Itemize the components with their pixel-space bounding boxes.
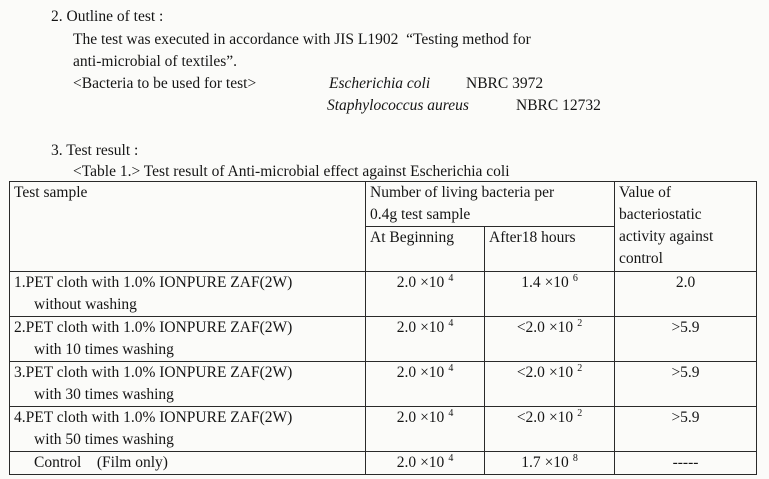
after-mantissa: <2.0: [516, 319, 545, 336]
times-ten: ×10: [548, 409, 574, 426]
after-exponent: 2: [577, 408, 583, 419]
bacteriostatic-value: >5.9: [615, 362, 757, 407]
bacteria-label: <Bacteria to be used for test>: [73, 75, 257, 92]
sample-cell: [10, 317, 366, 362]
header-living-bacteria: [366, 182, 615, 227]
bacteria-2-name: Staphylococcus aureus: [327, 97, 469, 114]
header-after-18-hours: After18 hours: [485, 227, 615, 272]
header-at-beginning: At Beginning: [366, 227, 485, 272]
table-caption: <Table 1.> Test result of Anti-microbial effect against Escherichia coli: [73, 163, 510, 180]
after-mantissa: 1.7: [521, 454, 541, 471]
header-value-line-4: control: [619, 250, 663, 267]
bacteriostatic-value: >5.9: [615, 317, 757, 362]
bacteria-1-code: NBRC 3972: [466, 75, 544, 92]
beginning-exponent: 4: [448, 273, 454, 284]
after-mantissa: <2.0: [516, 409, 545, 426]
after-mantissa: 1.4: [521, 274, 541, 291]
sample-line-2: with 30 times washing: [34, 386, 174, 403]
after-exponent: 6: [572, 273, 578, 284]
beginning-mantissa: 2.0: [396, 454, 417, 471]
table-row: [10, 272, 757, 317]
after-exponent: 2: [577, 363, 583, 374]
beginning-exponent: 4: [448, 318, 454, 329]
beginning-exponent: 4: [448, 408, 454, 419]
bacteriostatic-value: >5.9: [615, 407, 757, 452]
times-ten: ×10: [544, 274, 569, 291]
bacteria-2-code: NBRC 12732: [516, 97, 601, 114]
header-value-line-2: bacteriostatic: [619, 206, 702, 223]
beginning-mantissa: 2.0: [396, 274, 417, 291]
after-count: [485, 272, 615, 317]
times-ten: ×10: [420, 274, 445, 291]
sample-line-2: with 10 times washing: [34, 341, 174, 358]
section-2-text-line-1: The test was executed in accordance with JIS L1902 “Testing method for: [73, 31, 531, 48]
after-exponent: 2: [577, 318, 583, 329]
times-ten: ×10: [548, 364, 574, 381]
after-exponent: 8: [572, 453, 578, 464]
section-3-heading: 3. Test result :: [51, 142, 139, 159]
control-row: [10, 452, 757, 475]
sample-cell: [10, 272, 366, 317]
header-living-line-1: Number of living bacteria per: [370, 184, 555, 201]
control-value: -----: [615, 452, 757, 475]
control-label-text: Control (Film only): [34, 454, 168, 471]
sample-line-2: with 50 times washing: [34, 431, 174, 448]
header-value-line-1: Value of: [619, 184, 672, 201]
after-count: [485, 362, 615, 407]
times-ten: ×10: [544, 454, 569, 471]
header-living-line-2: 0.4g test sample: [370, 206, 471, 223]
control-after-count: [485, 452, 615, 475]
table-row: [10, 407, 757, 452]
beginning-count: [366, 362, 485, 407]
header-row-1: [10, 182, 757, 227]
sample-cell: [10, 362, 366, 407]
beginning-exponent: 4: [448, 453, 454, 464]
table-row: [10, 362, 757, 407]
result-table: [9, 181, 757, 475]
times-ten: ×10: [420, 409, 445, 426]
beginning-count: [366, 407, 485, 452]
beginning-mantissa: 2.0: [396, 409, 417, 426]
beginning-mantissa: 2.0: [396, 319, 417, 336]
control-label: [10, 452, 366, 475]
times-ten: ×10: [420, 364, 445, 381]
beginning-mantissa: 2.0: [396, 364, 417, 381]
section-2-text-line-2: anti-microbial of textiles”.: [73, 53, 237, 70]
after-count: [485, 317, 615, 362]
sample-line-1: 3.PET cloth with 1.0% IONPURE ZAF(2W): [14, 364, 293, 381]
beginning-count: [366, 317, 485, 362]
sample-line-2: without washing: [34, 296, 137, 313]
beginning-exponent: 4: [448, 363, 454, 374]
sample-line-1: 2.PET cloth with 1.0% IONPURE ZAF(2W): [14, 319, 293, 336]
sample-line-1: 1.PET cloth with 1.0% IONPURE ZAF(2W): [14, 274, 293, 291]
after-count: [485, 407, 615, 452]
header-test-sample: Test sample: [10, 182, 366, 272]
times-ten: ×10: [420, 319, 445, 336]
times-ten: ×10: [420, 454, 445, 471]
times-ten: ×10: [548, 319, 574, 336]
sample-line-1: 4.PET cloth with 1.0% IONPURE ZAF(2W): [14, 409, 293, 426]
section-2-heading: 2. Outline of test :: [51, 8, 164, 25]
header-value: [615, 182, 757, 272]
beginning-count: [366, 272, 485, 317]
after-mantissa: <2.0: [516, 364, 545, 381]
header-value-line-3: activity against: [619, 228, 714, 245]
sample-cell: [10, 407, 366, 452]
control-beginning-count: [366, 452, 485, 475]
table-row: [10, 317, 757, 362]
bacteriostatic-value: 2.0: [615, 272, 757, 317]
bacteria-1-name: Escherichia coli: [329, 75, 431, 92]
